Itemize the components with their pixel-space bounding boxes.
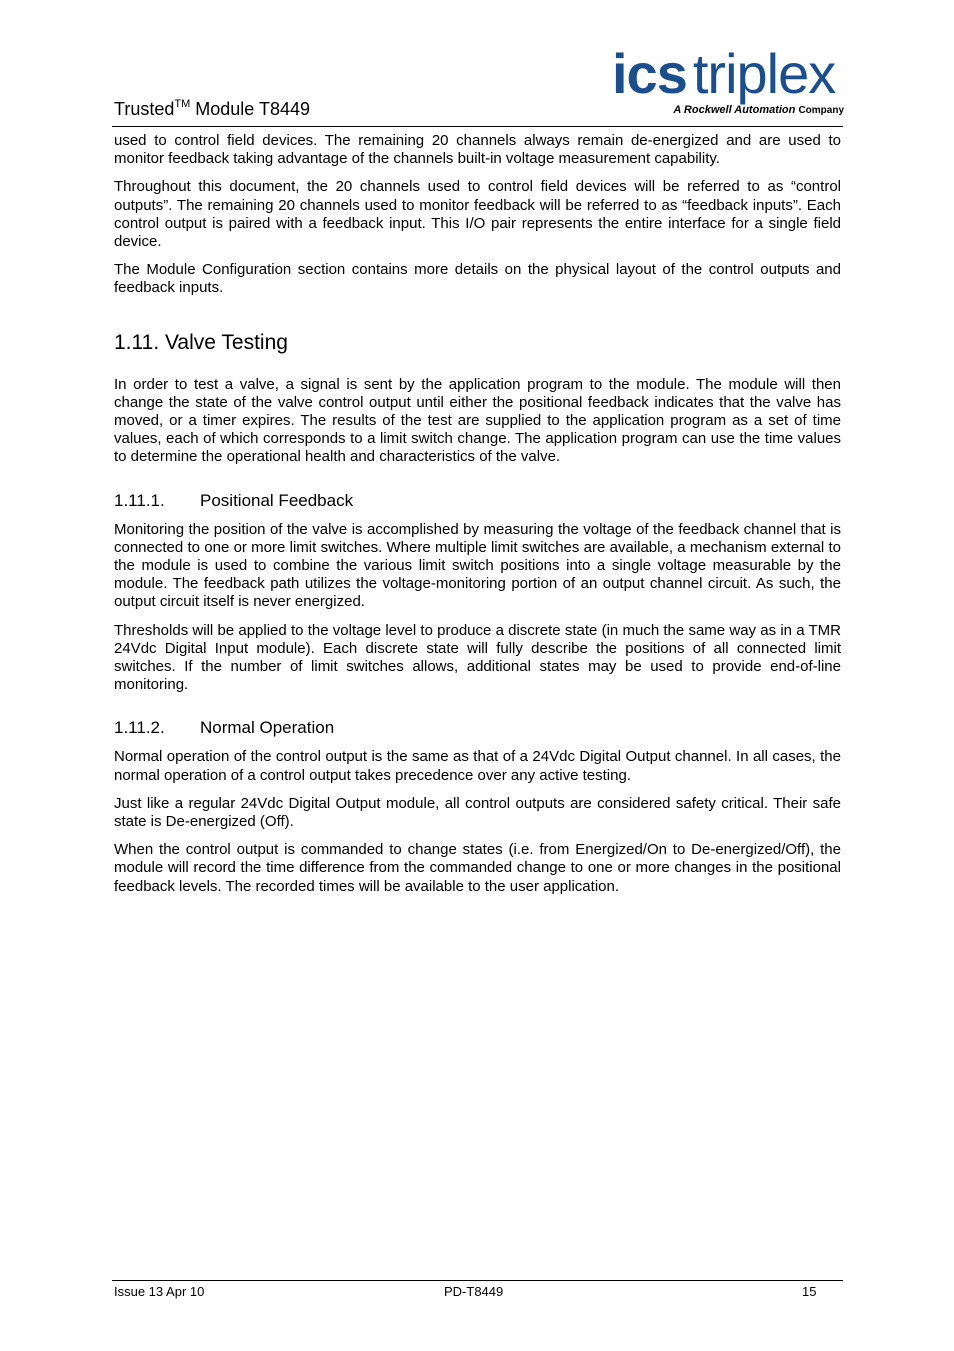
logo-wordmark bbox=[612, 44, 835, 104]
footer-page-number: 15 bbox=[802, 1284, 817, 1299]
page-content bbox=[114, 132, 841, 906]
trademark-superscript: TM bbox=[174, 98, 191, 110]
logo-word-ics: ics bbox=[612, 42, 687, 105]
header-title bbox=[114, 98, 310, 120]
normal-operation-paragraph-2: Just like a regular 24Vdc Digital Output module, all control outputs are considered safety critical. Their safe state is De-energized (Off). bbox=[114, 794, 841, 831]
header-divider bbox=[112, 126, 843, 127]
footer-doc-id: PD-T8449 bbox=[444, 1284, 504, 1299]
intro-paragraph-2: Throughout this document, the 20 channels used to control field devices will be referred to as “control outputs”. The remaining 20 channels used to monitor feedback will be referred to as “feedback inputs”. Each control output is paired with a feedback input. This I/O pair represents the entire interface for a single field device. bbox=[114, 178, 841, 251]
ics-triplex-logo bbox=[612, 44, 844, 120]
positional-feedback-paragraph-1: Monitoring the position of the valve is accomplished by measuring the voltage of the feedback channel that is connected to one or more limit switches. Where multiple limit switches are available, a mechanism external to the module is used to combine the various limit switch positions into a single voltage measurable by the module. The feedback path utilizes the voltage-monitoring portion of an output channel circuit. As such, the output circuit itself is never energized. bbox=[114, 520, 841, 611]
header-title-prefix: Trusted bbox=[114, 99, 175, 119]
footer-divider bbox=[112, 1280, 843, 1281]
logo-tagline-text: A Rockwell Automation bbox=[673, 104, 796, 116]
subsection-heading-positional-feedback bbox=[114, 491, 841, 511]
footer-issue: Issue 13 Apr 10 bbox=[114, 1284, 205, 1299]
logo-tagline-company: Company bbox=[798, 105, 844, 116]
subsection-title: Normal Operation bbox=[200, 718, 335, 738]
intro-paragraph-1: used to control field devices. The remaining 20 channels always remain de-energized and are used to monitor feedback taking advantage of the channels built-in voltage measurement capability. bbox=[114, 132, 841, 168]
subsection-number: 1.11.2. bbox=[114, 718, 165, 738]
logo-word-triplex: triplex bbox=[692, 42, 836, 105]
subsection-title: Positional Feedback bbox=[200, 490, 354, 510]
valve-testing-paragraph: In order to test a valve, a signal is sent by the application program to the module. The module will then change the state of the valve control output until either the positional feedback indicates that the valve has moved, or a timer expires. The results of the test are supplied to the application program as a set of time values, each of which corresponds to a limit switch change. The application program can use the time values to determine the operational health and characteristics of the valve. bbox=[114, 375, 841, 466]
normal-operation-paragraph-1: Normal operation of the control output is the same as that of a 24Vdc Digital Output channel. In all cases, the normal operation of a control output takes precedence over any active testing. bbox=[114, 748, 841, 784]
intro-paragraph-3: The Module Configuration section contains more details on the physical layout of the control outputs and feedback inputs. bbox=[114, 261, 841, 297]
header-title-suffix: Module T8449 bbox=[190, 99, 311, 119]
subsection-heading-normal-operation bbox=[114, 718, 841, 738]
logo-tagline bbox=[673, 104, 844, 116]
subsection-number: 1.11.1. bbox=[114, 490, 165, 510]
section-heading-valve-testing: 1.11. Valve Testing bbox=[114, 330, 288, 354]
positional-feedback-paragraph-2: Thresholds will be applied to the voltage level to produce a discrete state (in much the same way as in a TMR 24Vdc Digital Input module). Each discrete state will fully describe the positions of all connected limit switches. If the number of limit switches allows, additional states may be used to provide end-of-line monitoring. bbox=[114, 621, 841, 694]
normal-operation-paragraph-3: When the control output is commanded to change states (i.e. from Energized/On to De-energized/Off), the module will record the time difference from the commanded change to one or more changes in the positional feedback levels. The recorded times will be available to the user application. bbox=[114, 841, 841, 895]
